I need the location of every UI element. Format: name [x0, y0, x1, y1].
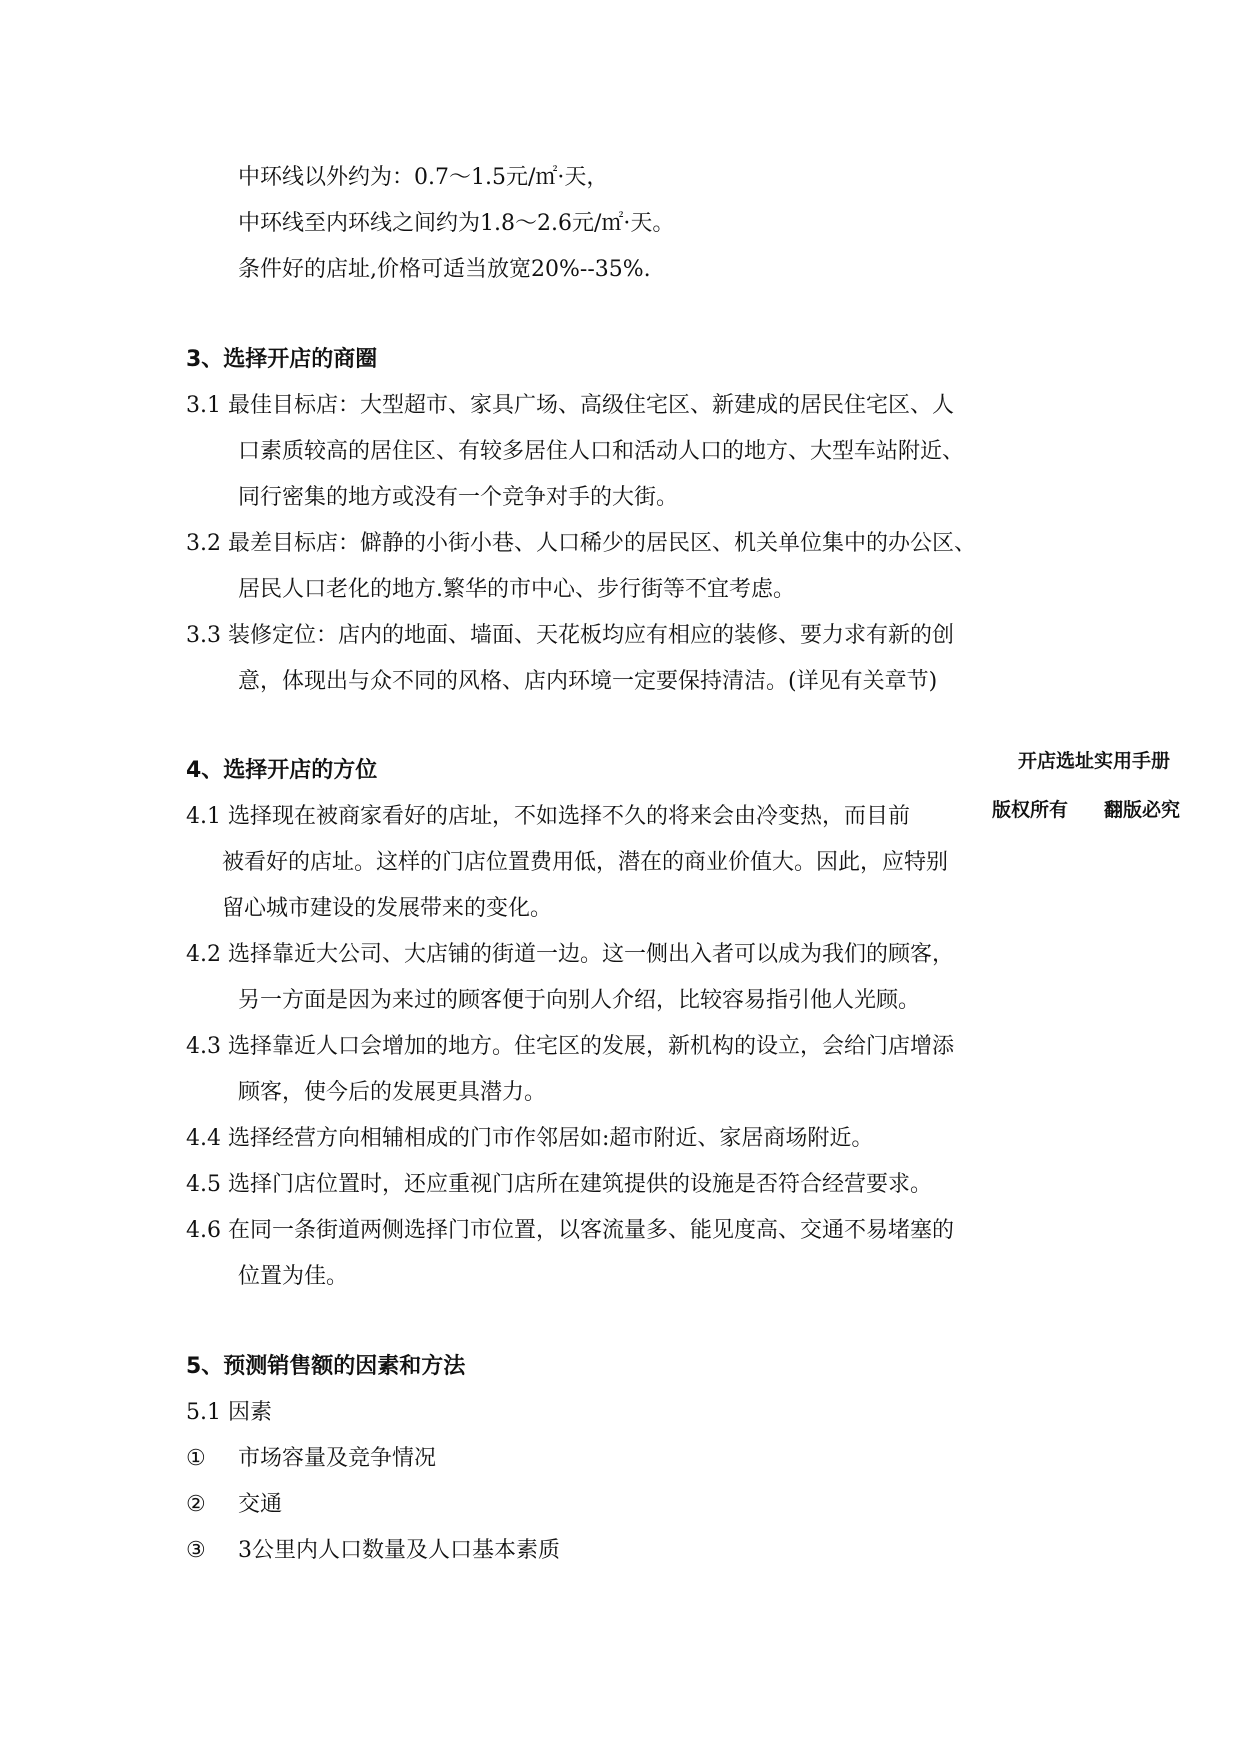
factor-text: 市场容量及竞争情况: [238, 1446, 437, 1471]
section-3-1-line-2: 口素质较高的居住区、有较多居住人口和活动人口的地方、大型车站附近、: [238, 439, 965, 464]
section-4-heading: 4、选择开店的方位: [186, 758, 378, 783]
copyright-note: 版权所有: [988, 797, 1082, 823]
section-4-2-line-2: 另一方面是因为来过的顾客便于向别人介绍，比较容易指引他人光顾。: [238, 988, 921, 1013]
factor-item: [186, 1445, 436, 1473]
section-4-5-line: 4.5 选择门店位置时，还应重视门店所在建筑提供的设施是否符合经营要求。: [186, 1172, 932, 1197]
section-4-4-line: 4.4 选择经营方向相辅相成的门市作邻居如:超市附近、家居商场附近。: [186, 1126, 874, 1151]
rent-line-premium: 条件好的店址,价格可适当放宽20%--35%.: [238, 257, 651, 282]
section-3-2-line-1: 3.2 最差目标店：僻静的小街小巷、人口稀少的居民区、机关单位集中的办公区、: [186, 531, 976, 556]
section-3-1-line-3: 同行密集的地方或没有一个竞争对手的大街。: [238, 485, 679, 510]
rent-line-outer: 中环线以外约为：0.7～1.5元/㎡·天，: [238, 165, 609, 190]
factor-item: [186, 1491, 282, 1519]
section-3-3-line-1: 3.3 装修定位：店内的地面、墙面、天花板均应有相应的装修、要力求有新的创: [186, 623, 954, 648]
factor-mark: ①: [186, 1446, 206, 1471]
section-4-1-line-3: 留心城市建设的发展带来的变化。: [222, 896, 553, 921]
section-3-3-line-2: 意，体现出与众不同的风格、店内环境一定要保持清洁。(详见有关章节): [238, 669, 938, 694]
section-4-2-line-1: 4.2 选择靠近大公司、大店铺的街道一边。这一侧出入者可以成为我们的顾客，: [186, 942, 954, 967]
factor-mark: ②: [186, 1492, 206, 1517]
manual-title-note: 开店选址实用手册: [1014, 748, 1170, 774]
section-5-heading: 5、预测销售额的因素和方法: [186, 1354, 466, 1379]
factor-item: [186, 1537, 560, 1565]
section-3-1-line-1: 3.1 最佳目标店：大型超市、家具广场、高级住宅区、新建成的居民住宅区、人: [186, 393, 954, 418]
section-3-2-line-2: 居民人口老化的地方.繁华的市中心、步行街等不宜考虑。: [238, 577, 795, 602]
factor-text: 3公里内人口数量及人口基本素质: [238, 1538, 560, 1563]
section-4-6-line-1: 4.6 在同一条街道两侧选择门市位置，以客流量多、能见度高、交通不易堵塞的: [186, 1218, 954, 1243]
section-3-heading: 3、选择开店的商圈: [186, 347, 378, 372]
section-4-1-line-2: 被看好的店址。这样的门店位置费用低，潜在的商业价值大。因此，应特别: [222, 850, 949, 875]
section-4-3-line-1: 4.3 选择靠近人口会增加的地方。住宅区的发展，新机构的设立，会给门店增添: [186, 1034, 954, 1059]
rent-line-inner: 中环线至内环线之间约为1.8～2.6元/㎡·天。: [238, 211, 675, 236]
section-4-1-line-1: 4.1 选择现在被商家看好的店址，不如选择不久的将来会由冷变热，而目前: [186, 804, 910, 829]
section-4-6-line-2: 位置为佳。: [238, 1264, 349, 1289]
section-5-1-subheading: 5.1 因素: [186, 1400, 272, 1425]
factor-text: 交通: [238, 1492, 283, 1517]
piracy-note: 翻版必究: [1100, 797, 1180, 823]
section-4-3-line-2: 顾客，使今后的发展更具潜力。: [238, 1080, 547, 1105]
factor-mark: ③: [186, 1538, 206, 1563]
